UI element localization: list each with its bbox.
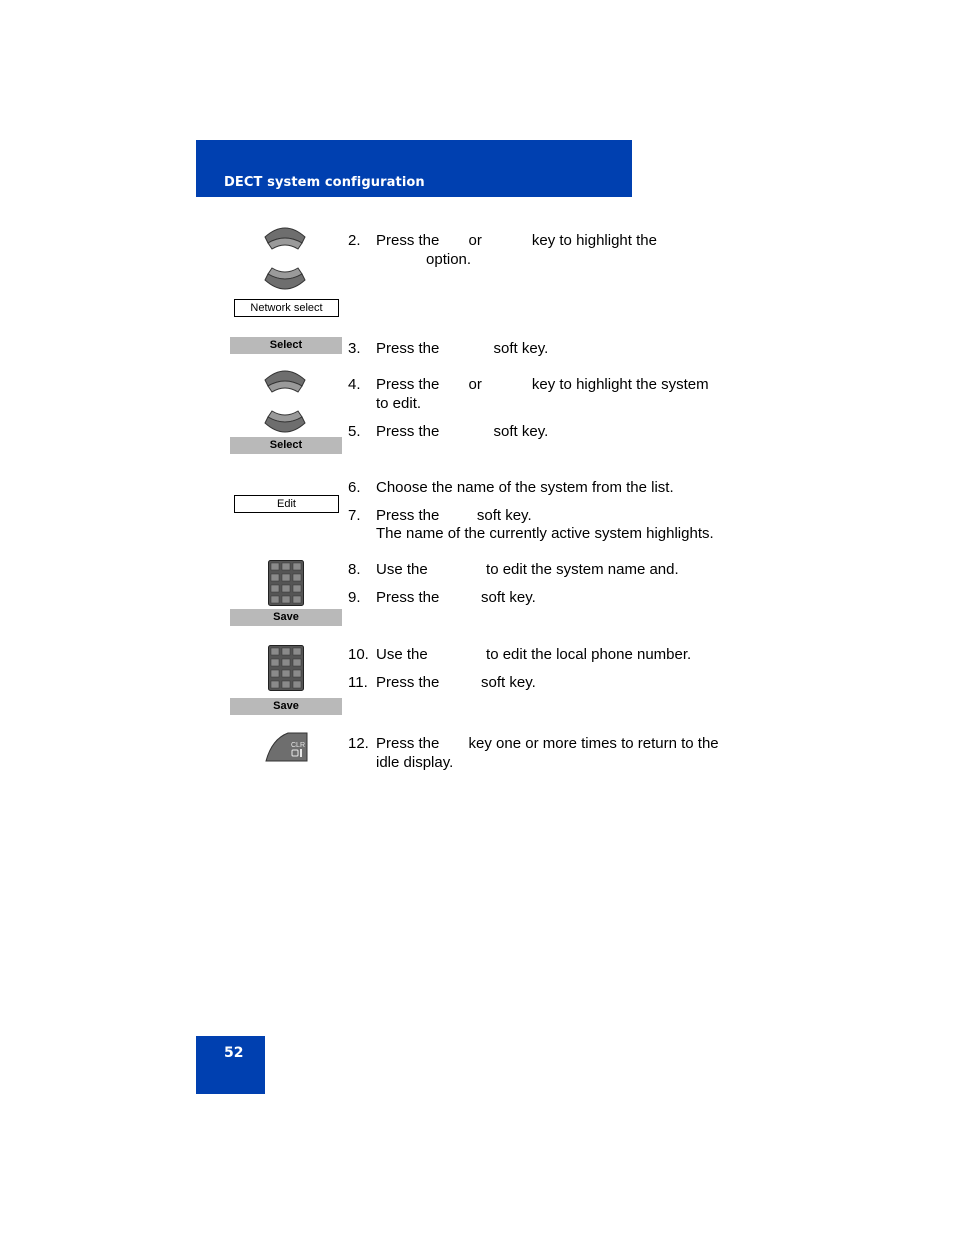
clear-key-icon bbox=[264, 731, 310, 763]
select-softkey[interactable]: Select bbox=[230, 337, 342, 354]
save-softkey[interactable]: Save bbox=[230, 609, 342, 626]
save-softkey[interactable]: Save bbox=[230, 698, 342, 715]
chapter-header bbox=[196, 140, 632, 197]
edit-display: Edit bbox=[234, 495, 339, 513]
nav-down-key-icon bbox=[262, 407, 308, 435]
keypad-icon bbox=[268, 645, 304, 691]
chapter-title: DECT system configuration bbox=[224, 175, 425, 190]
select-softkey[interactable]: Select bbox=[230, 437, 342, 454]
page-number: 52 bbox=[224, 1045, 244, 1061]
nav-down-key-icon bbox=[262, 264, 308, 292]
nav-up-key-icon bbox=[262, 225, 308, 253]
page-number-box bbox=[196, 1036, 265, 1094]
keypad-icon bbox=[268, 560, 304, 606]
svg-text:CLR: CLR bbox=[291, 742, 306, 749]
network-select-display: Network select bbox=[234, 299, 339, 317]
nav-up-key-icon bbox=[262, 368, 308, 396]
